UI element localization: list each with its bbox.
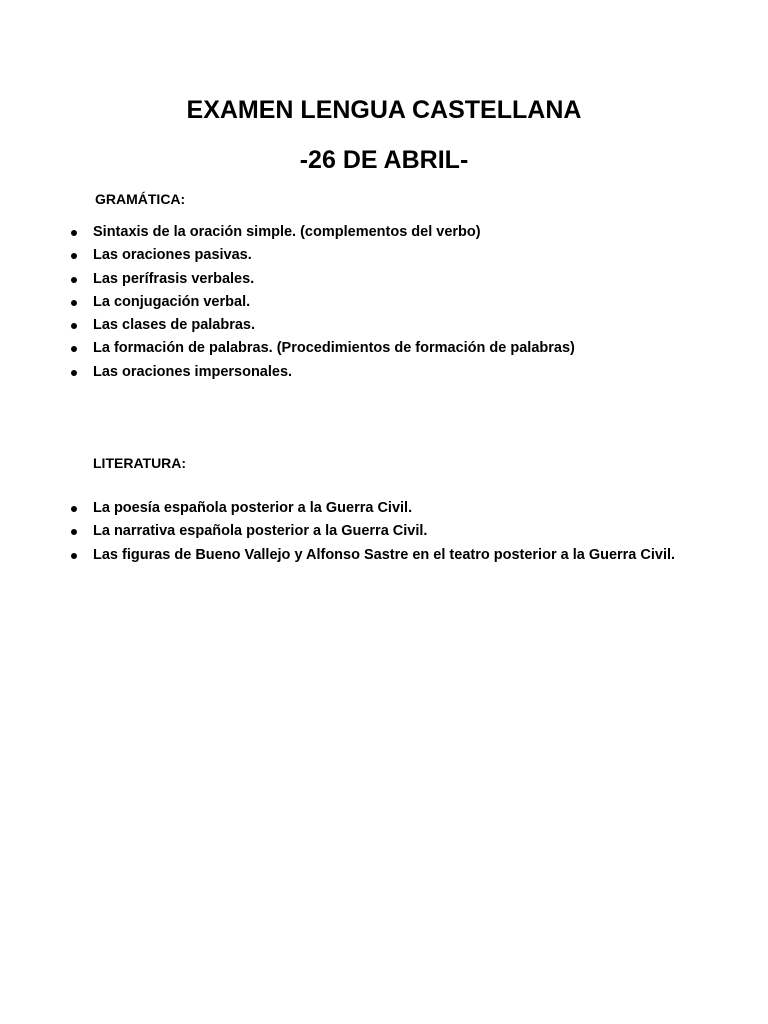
list-item-text: La conjugación verbal. (93, 293, 251, 310)
list-item (0, 337, 575, 360)
list-item-text: Las oraciones impersonales. (93, 363, 293, 380)
bullet-icon (71, 553, 77, 559)
list-item (0, 244, 575, 267)
list-item-text: Las clases de palabras. (93, 317, 256, 334)
list-item (0, 520, 675, 543)
gramatica-list (0, 221, 575, 384)
list-item (0, 268, 575, 291)
bullet-icon (71, 529, 77, 535)
bullet-icon (71, 346, 77, 352)
gramatica-heading: GRAMÁTICA: (95, 191, 186, 207)
bullet-icon (71, 277, 77, 283)
list-item (0, 544, 675, 567)
document-date: -26 DE ABRIL- (299, 146, 469, 174)
literatura-list (0, 497, 675, 567)
bullet-icon (71, 230, 77, 236)
bullet-icon (71, 253, 77, 259)
bullet-icon (71, 300, 77, 306)
list-item (0, 291, 575, 314)
bullet-icon (71, 323, 77, 329)
list-item (0, 314, 575, 337)
document-title: EXAMEN LENGUA CASTELLANA (186, 96, 582, 124)
list-item (0, 361, 575, 384)
list-item-text: La narrativa española posterior a la Guerra Civil. (93, 523, 428, 540)
list-item-text: Las oraciones pasivas. (93, 247, 252, 264)
literatura-heading: LITERATURA: (93, 455, 187, 471)
list-item-text: La poesía española posterior a la Guerra Civil. (93, 500, 413, 516)
bullet-icon (71, 506, 77, 512)
list-item (0, 221, 575, 244)
bullet-icon (71, 370, 77, 376)
list-item-text: Las figuras de Bueno Vallejo y Alfonso Sastre en el teatro posterior a la Guerra Civil. (93, 546, 676, 563)
list-item-text: La formación de palabras. (Procedimientos de formación de palabras) (93, 340, 575, 357)
list-item-text: Sintaxis de la oración simple. (complementos del verbo) (93, 224, 481, 240)
list-item-text: Las perífrasis verbales. (93, 270, 255, 287)
list-item (0, 497, 675, 520)
